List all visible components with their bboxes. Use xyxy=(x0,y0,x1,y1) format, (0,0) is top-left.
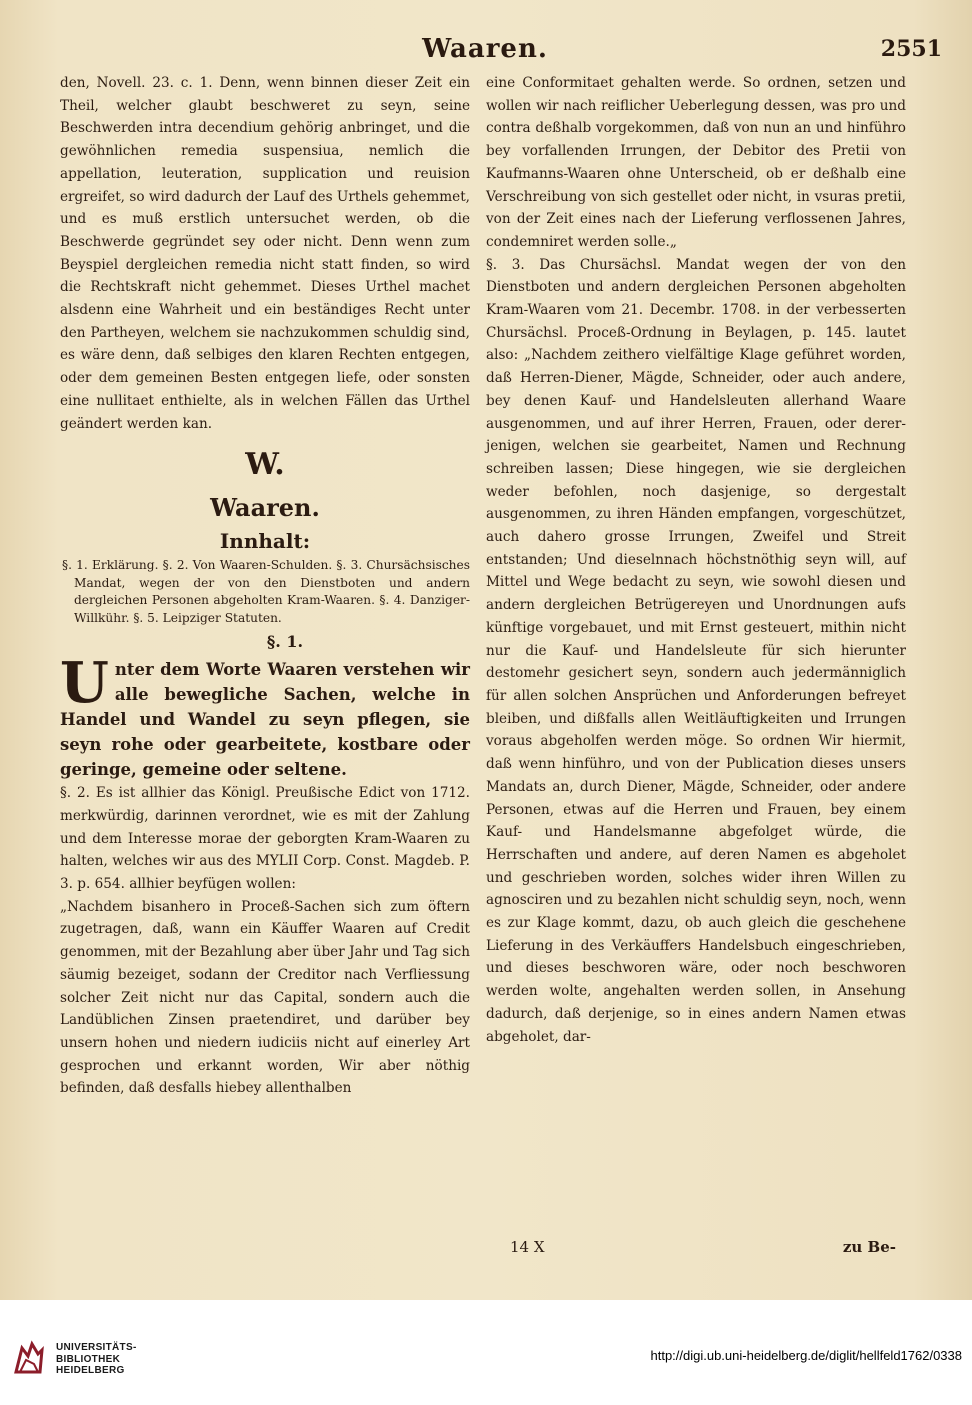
left-column xyxy=(60,72,470,1100)
library-footer xyxy=(0,1300,972,1405)
section-title: Waaren. xyxy=(210,493,320,523)
paragraph-mark: §. 1. xyxy=(266,632,304,652)
left-paragraph-3: „Nachdem bisanhero in Proceß-Sachen sich zum öftern zugetragen, daß, wann ein Käuffer Waaren auf Credit genommen, mit der Bezahlung aber über Jahr und Tag sich säumig bezeiget, sodann der Creditor nach Verfliessung solcher Zeit nicht nur das Capital, sondern auch die Landüblichen Zinsen praetendiret, und darüber bey unsern hohen und niedern iudiciis nicht auf einerley Art gesprochen und erkannt worden, Wir aber nöthig befinden, daß desfalls hiebey allenthalben xyxy=(60,898,470,1097)
running-title: Waaren. xyxy=(422,34,548,64)
library-name-line-3: HEIDELBERG xyxy=(56,1365,125,1376)
section-letter: W. xyxy=(245,447,285,483)
library-name-line-1: UNIVERSITÄTS- xyxy=(56,1342,137,1353)
left-paragraph-1: den, Novell. 23. c. 1. Denn, wenn binnen dieser Zeit ein Theil, welcher glaubt beschweret zu seyn, seine Beschwerden intra decendium gehörig anbringet, und die gewöhnlichen remedia suspensiua, nemlich die appellation, leuteration, supplication und reuision ergreifet, so wird dadurch der Lauf des Urthels gehemmet, und es muß erstlich untersuchet werden, ob die Beschwerde gegründet sey oder nicht. Denn wenn zum Beyspiel dergleichen remedia nicht statt finden, so wird die Rechtskraft nicht gehemmet. Dieses Urthel machet alsdenn eine Wahrheit und ein beständiges Recht unter den Partheyen, welchem sie nachzukommen schuldig sind, es wäre denn, daß selbiges den klaren Rechten entgegen, oder dem gemeinen Besten entgegen liefe, oder sonsten eine nullitaet enthielte, als in welchen Fällen das Urthel geändert werden kan. xyxy=(60,75,470,432)
right-paragraph-1: eine Conformitaet gehalten werde. So ordnen, setzen und wollen wir nach reiflicher Ueberlegung dessen, was pro und contra deßhalb vorgekommen, daß von nun an und hinführo bey vorfallenden Irrungen, der Debitor des Pretii von Kaufmanns-Waaren ohne Unterscheid, ob er deßhalb eine Verschreibung von sich gestellet oder nicht, in vsuras pretii, von der Zeit eines nach der Lieferung verflossenen Jahres, condemniret werden solle.„ xyxy=(486,75,906,250)
contents-list: §. 1. Erklärung. §. 2. Von Waaren-Schulden. §. 3. Chursächsisches Mandat, wegen der von den Dienstboten und andern dergleichen Personen abgeholten Kram-Waaren. §. 4. Danziger-Willkühr. §. 5. Leipziger Statuten. xyxy=(62,558,470,625)
drop-cap: U xyxy=(60,650,109,717)
intro-text: nter dem Worte Waaren verstehen wir alle bewegliche Sachen, welche in Handel und Wandel zu seyn pflegen, sie seyn rohe oder gearbeitete, kostbare oder geringe, gemeine oder seltene. xyxy=(60,660,470,780)
right-column xyxy=(486,72,906,1048)
page-number: 2551 xyxy=(880,36,942,62)
left-paragraph-2: §. 2. Es ist allhier das Königl. Preußische Edict von 1712. merkwürdig, darinnen verordnet, wie es mit der Zahlung und dem Interesse morae der geborgten Kram-Waaren zu halten, welches wir aus des MYLII Corp. Const. Magdeb. P. 3. p. 654. allhier beyfügen wollen: xyxy=(60,785,470,893)
catchword: zu Be- xyxy=(842,1238,896,1256)
page-header xyxy=(0,34,972,70)
signature-mark: 14 X xyxy=(510,1238,545,1256)
heidelberg-lion-logo-icon xyxy=(12,1338,46,1376)
library-name xyxy=(56,1342,137,1377)
right-paragraph-2: §. 3. Das Chursächsl. Mandat wegen der von den Dienstboten und andern dergleichen Personen abgeholten Kram-Waaren vom 21. Decembr. 1708. in der verbesserten Chursächsl. Proceß-Ordnung in Beylagen, p. 145. lautet also: „Nachdem zeithero vielfältige Klage geführet worden, daß Herren-Diener, Mägde, Schneider, oder auch andere, bey denen Kauf- und Handelsleuten allerhand Waare ausgenommen, und auf ihrer Herren, Frauen, oder derer-jenigen, welchen sie gearbeitet, Namen und Rechnung schreiben lassen; Diese hingegen, wie sie dergleichen weder befohlen, noch dasjenige, so dergestalt ausgenommen, zu ihren Händen empfangen, vorgeschützet, auch dahero grosse Irrungen, Zweifel und Streit entstanden; Und dieselnnach höchstnöthig seyn will, auf Mittel und Wege bedacht zu seyn, wie sowohl diesen und andern dergleichen Betrügereyen und Unordnungen aufs künftige vorgebauet, und mit Ernst gesteuert, mithin nicht nur die Kauf- und Handelsleute für sich hierunter destomehr gesichert seyn, sondern auch jedermänniglich für allen solchen Ansprüchen und Anforderungen befreyet bleiben, und dißfalls allen Weitläuftigkeiten und Irrungen voraus abgeholfen werden möge. So ordnen Wir hiermit, daß wenn hinführo, und von der Publication dieses unsers Mandats an, durch Diener, Mägde, Schneider, oder andere Personen, etwas auf die Herren und Frauen, bey einem Kauf- und Handelsmanne abgefolget würde, die Herrschaften und andere, auf deren Namen es abgeholet und geschrieben worden, solches wider ihren Willen zu agnosciren und zu bezahlen nicht schuldig seyn, noch, wenn es zur Klage kommt, dazu, ob auch gleich die geschehene Lieferung in des Verkäuffers Handelsbuch eingeschrieben, und dieses beschworen wäre, oder noch beschworen werden wolte, angehalten werden sollen, in Ansehung dadurch, daß derjenige, so in eines andern Namen etwas abgeholet, dar- xyxy=(486,256,906,1045)
intro-paragraph xyxy=(60,650,470,782)
contents-title: Innhalt: xyxy=(219,529,311,554)
source-url[interactable]: http://digi.ub.uni-heidelberg.de/diglit/hellfeld1762/0338 xyxy=(650,1348,962,1363)
page-footer-marks xyxy=(486,1238,906,1262)
library-name-line-2: BIBLIOTHEK xyxy=(56,1353,121,1365)
